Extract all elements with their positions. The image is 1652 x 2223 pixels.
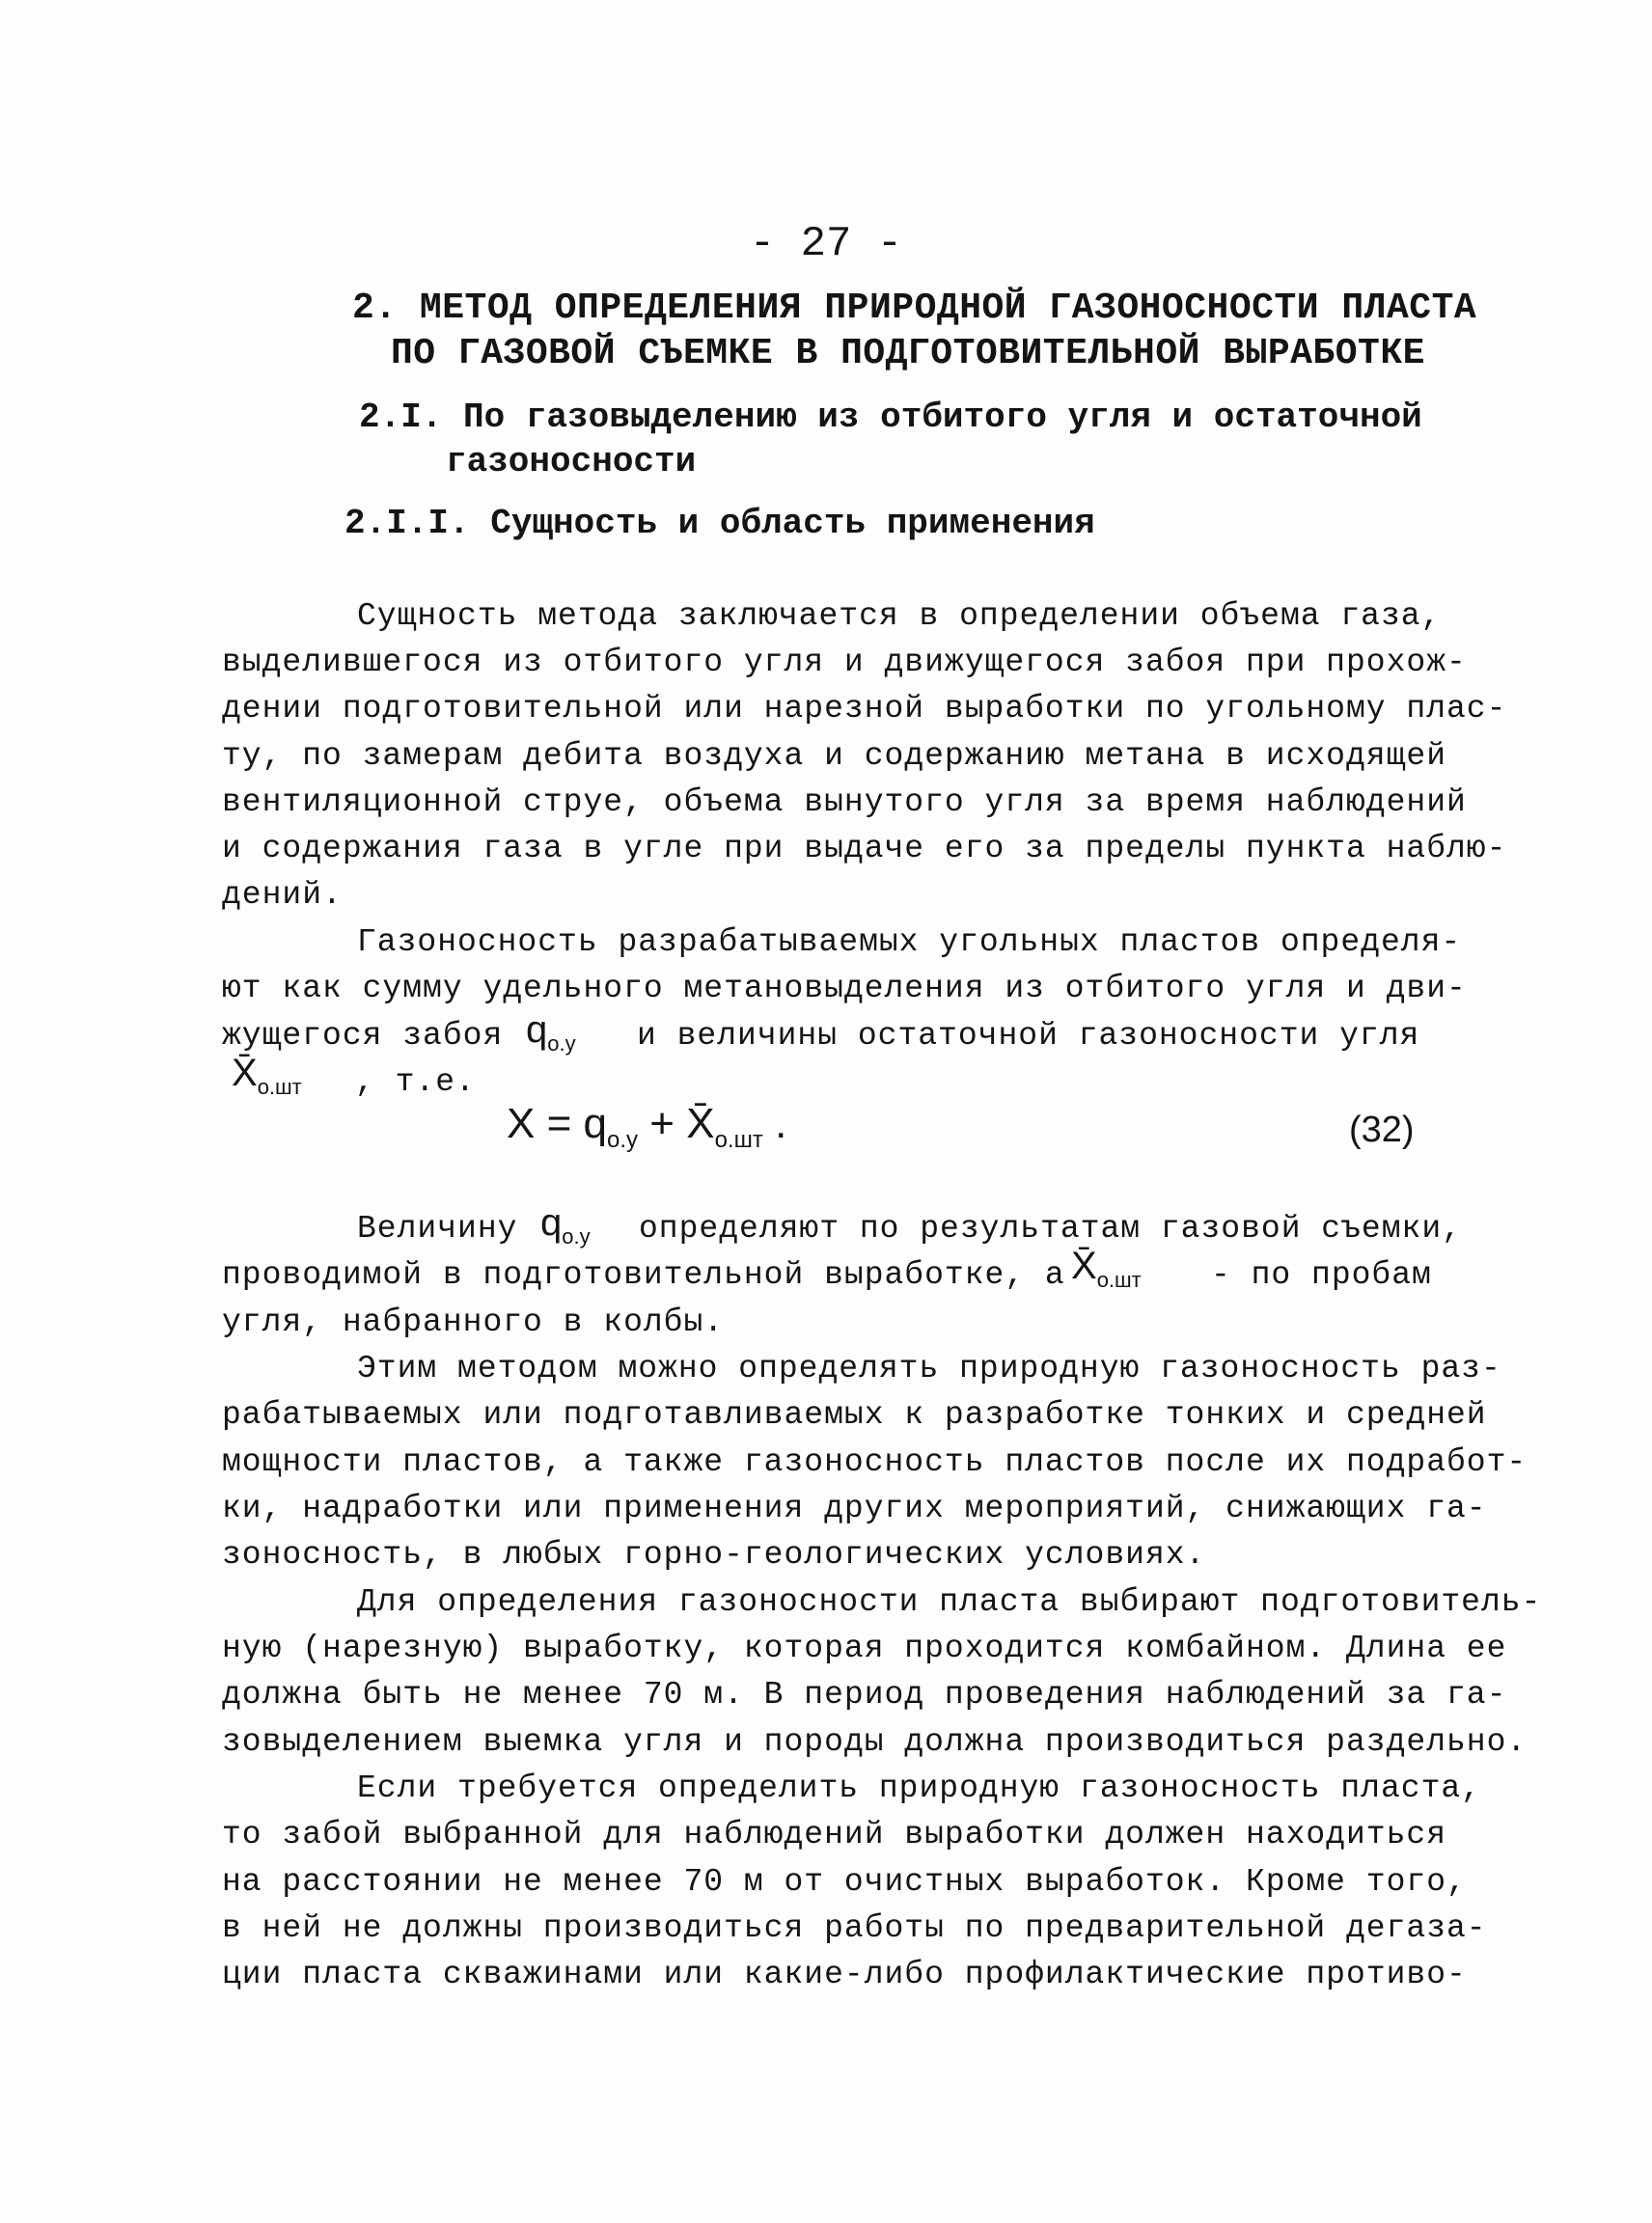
heading-line-1: 2. МЕТОД ОПРЕДЕЛЕНИЯ ПРИРОДНОЙ ГАЗОНОСНОСТИ ПЛАСТА xyxy=(352,288,1477,329)
symbol-x-osht: $X̄_{о.шт}$ xyxy=(232,1052,302,1099)
paragraph-line: и величины остаточной газоносности угля xyxy=(637,1018,1420,1054)
paragraph-line: вентиляционной струе, объема вынутого угля за время наблюдений xyxy=(222,784,1467,820)
section-2-1-line-2: газоносности xyxy=(446,442,697,481)
paragraph-line: рабатываемых или подготавливаемых к разработке тонких и средней xyxy=(222,1397,1487,1433)
paragraph-line: и содержания газа в угле при выдаче его за пределы пункта наблю- xyxy=(222,831,1507,866)
paragraph-line: то забой выбранной для наблюдений выработки должен находиться xyxy=(222,1817,1446,1852)
section-2-1-1-title: 2.I.I. Сущность и область применения xyxy=(344,504,1095,543)
paragraph-line: ту, по замерам дебита воздуха и содержанию метана в исходящей xyxy=(222,738,1446,774)
paragraph-line: Если требуется определить природную газоносность пласта, xyxy=(357,1770,1481,1806)
paragraph-line: - по пробам xyxy=(1211,1257,1432,1293)
paragraph-line: зоносность, в любых горно-геологических условиях. xyxy=(222,1537,1206,1573)
symbol-q-ou: $q_{о.у}$ xyxy=(540,1201,591,1249)
paragraph-line: Этим методом можно определять природную газоносность раз- xyxy=(357,1351,1501,1386)
paragraph-line: ки, надработки или применения других мероприятий, снижающих га- xyxy=(222,1491,1487,1526)
formula-expression: $X = q_{о.у}$ + $X̄_{о.шт}$ . xyxy=(507,1100,787,1153)
paragraph-line: выделившегося из отбитого угля и движущегося забоя при прохож- xyxy=(222,645,1467,680)
paragraph-line: ции пласта скважинами или какие-либо профилактические противо- xyxy=(222,1957,1467,1992)
paragraph-line: зовыделением выемка угля и породы должна производиться раздельно. xyxy=(222,1724,1528,1760)
paragraph-line: определяют по результатам газовой съемки, xyxy=(639,1211,1462,1247)
paragraph-line: в ней не должны производиться работы по предварительной дегаза- xyxy=(222,1910,1487,1946)
paragraph-line: ную (нарезную) выработку, которая проходится комбайном. Длина ее xyxy=(222,1631,1507,1666)
paragraph-line: Газоносность разрабатываемых угольных пластов определя- xyxy=(357,924,1462,960)
section-2-1-line-1: 2.I. По газовыделению из отбитого угля и остаточной xyxy=(359,398,1422,437)
paragraph-line: угля, набранного в колбы. xyxy=(222,1304,725,1340)
paragraph-line: жущегося забоя xyxy=(222,1018,504,1054)
paragraph-line: мощности пластов, а также газоносность пластов после их подработ- xyxy=(222,1444,1528,1480)
paragraph-line: дений. xyxy=(222,877,343,913)
symbol-x-osht: $X̄_{о.шт}$ xyxy=(1071,1245,1142,1292)
equation-number: (32) xyxy=(1349,1110,1415,1150)
heading-line-2: ПО ГАЗОВОЙ СЪЕМКЕ В ПОДГОТОВИТЕЛЬНОЙ ВЫРАБОТКЕ xyxy=(391,333,1425,374)
paragraph-line: должна быть не менее 70 м. В период проведения наблюдений за га- xyxy=(222,1677,1507,1713)
paragraph-line: на расстоянии не менее 70 м от очистных выработок. Кроме того, xyxy=(222,1864,1467,1900)
paragraph-line: ют как сумму удельного метановыделения из отбитого угля и дви- xyxy=(222,971,1467,1006)
paragraph-line: , т.е. xyxy=(355,1064,476,1100)
paragraph-line: Величину xyxy=(357,1211,518,1247)
page-number: - 27 - xyxy=(749,220,903,268)
paragraph-line: Сущность метода заключается в определении объема газа, xyxy=(357,598,1442,634)
paragraph-line: проводимой в подготовительной выработке, а xyxy=(222,1257,1065,1293)
paragraph-line: Для определения газоносности пласта выбирают подготовитель- xyxy=(357,1584,1542,1620)
paragraph-line: дении подготовительной или нарезной выработки по угольному плас- xyxy=(222,691,1507,727)
symbol-q-ou: $q_{о.у}$ xyxy=(526,1008,576,1056)
